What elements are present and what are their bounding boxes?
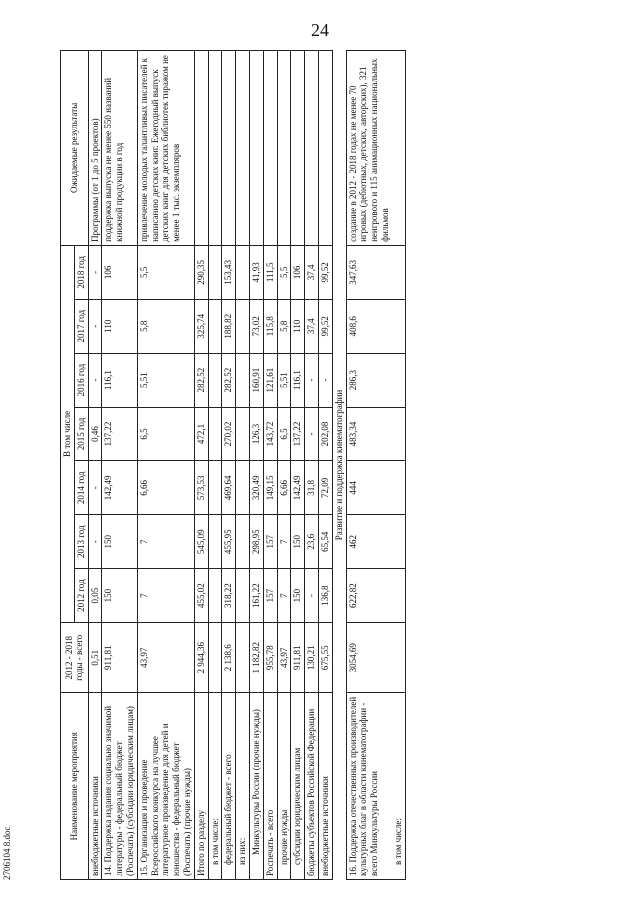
row-value: 157 [263, 515, 277, 569]
table-body [88, 51, 405, 880]
row-value: 5,5 [277, 245, 291, 299]
row-value [236, 461, 250, 515]
row-value: 142,49 [102, 461, 137, 515]
table-row [346, 51, 392, 880]
row-result [236, 51, 250, 246]
row-value: - [305, 569, 319, 623]
row-name: внебюджетные источники [88, 693, 102, 880]
row-value: - [88, 515, 102, 569]
row-value: 347,63 [346, 245, 392, 299]
row-value: 408,6 [346, 299, 392, 353]
header-in-total: В том числе [61, 245, 75, 622]
row-value: 6,66 [277, 461, 291, 515]
table-row [102, 51, 137, 880]
row-value: 6,5 [137, 407, 194, 461]
row-value: 318,22 [222, 569, 236, 623]
table-row [137, 51, 194, 880]
row-value: - [88, 245, 102, 299]
row-total [208, 623, 222, 693]
row-value [236, 353, 250, 407]
row-value: 5,8 [137, 299, 194, 353]
row-value: 545,09 [194, 515, 208, 569]
row-value: - [305, 407, 319, 461]
table-row [318, 51, 332, 880]
row-result [249, 51, 263, 246]
row-value [208, 353, 222, 407]
row-total: 911,81 [102, 623, 137, 693]
table-row [88, 51, 102, 880]
row-value [208, 407, 222, 461]
row-result: Программы (от 1 до 5 проектов) [88, 51, 102, 246]
row-value: 483,34 [346, 407, 392, 461]
row-value [236, 515, 250, 569]
row-value: 290,35 [194, 245, 208, 299]
row-value: 116,1 [291, 353, 305, 407]
row-value: 5,51 [137, 353, 194, 407]
row-value: 150 [102, 569, 137, 623]
row-value: 137,22 [291, 407, 305, 461]
row-value: 110 [291, 299, 305, 353]
row-value: 270,02 [222, 407, 236, 461]
header-name: Наименование мероприятия [61, 693, 89, 880]
row-value: 110 [102, 299, 137, 353]
row-value: 157 [263, 569, 277, 623]
row-value: 160,91 [249, 353, 263, 407]
footer-filename: 2706104 8.doc [2, 826, 12, 880]
table-row [222, 51, 236, 880]
row-value: 282,52 [222, 353, 236, 407]
row-value [208, 515, 222, 569]
row-name: субсидии юридическим лицам [291, 693, 305, 880]
row-value [208, 245, 222, 299]
rotated-table-container [60, 50, 600, 880]
row-value: 0,46 [88, 407, 102, 461]
row-result: создание в 2012 - 2018 годах не менее 70 игровых (дебютных, детских, авторских), 321 неигрового и 115 анимационных национальных фильмов [346, 51, 392, 246]
row-value: 121,61 [263, 353, 277, 407]
row-total: 911,81 [291, 623, 305, 693]
header-2013: 2013 год [74, 515, 88, 569]
row-value: 0,05 [88, 569, 102, 623]
header-2015: 2015 год [74, 407, 88, 461]
row-value: 143,72 [263, 407, 277, 461]
row-name: Минкультуры России (прочие нужды) [249, 693, 263, 880]
row-value: 455,95 [222, 515, 236, 569]
row-value: 116,1 [102, 353, 137, 407]
row-result [291, 51, 305, 246]
row-result [277, 51, 291, 246]
header-total: 2012 - 2018 годы - всего [61, 623, 89, 693]
row-value: 31,8 [305, 461, 319, 515]
table-row [277, 51, 291, 880]
row-value: 150 [102, 515, 137, 569]
section-title: Развитие и поддержка кинематографии [332, 51, 346, 880]
row-value: 73,02 [249, 299, 263, 353]
row-value [236, 245, 250, 299]
row-value: - [318, 353, 332, 407]
row-result [263, 51, 277, 246]
table-row [392, 51, 405, 880]
row-result [318, 51, 332, 246]
row-value: 150 [291, 515, 305, 569]
row-value: 7 [137, 569, 194, 623]
row-value: 106 [102, 245, 137, 299]
row-value: 6,5 [277, 407, 291, 461]
row-value: 37,4 [305, 299, 319, 353]
row-total: 0,51 [88, 623, 102, 693]
row-value: 115,8 [263, 299, 277, 353]
row-value: - [88, 461, 102, 515]
row-value: 41,93 [249, 245, 263, 299]
row-name: прочие нужды [277, 693, 291, 880]
row-total [236, 623, 250, 693]
row-value: 188,82 [222, 299, 236, 353]
row-value: 455,02 [194, 569, 208, 623]
row-value [208, 569, 222, 623]
table-row [249, 51, 263, 880]
table-row [263, 51, 277, 880]
row-value: - [88, 353, 102, 407]
row-result: привлечение молодых талантливых писателей к написанию детских книг. Ежегодный выпуск детских книг для детских библиотек тиражом не менее 1 тыс. экземпляров [137, 51, 194, 246]
row-value: 153,43 [222, 245, 236, 299]
row-value: 7 [277, 515, 291, 569]
row-total: 3054,69 [346, 623, 392, 693]
row-value: 149,15 [263, 461, 277, 515]
row-result [222, 51, 236, 246]
row-name: 16. Поддержка отечественных производителей культурных благ в области кинематографии - всего Минкультуры России [346, 693, 392, 880]
row-name: Итого по разделу [194, 693, 208, 880]
row-value: 573,53 [194, 461, 208, 515]
row-result: поддержка выпуска не менее 550 названий книжной продукции в год [102, 51, 137, 246]
row-name: 15. Организация и проведение Всероссийского конкурса на лучшее литературное произведение для детей и юношества - федеральный бюджет (Роспечать) (прочие нужды) [137, 693, 194, 880]
header-2014: 2014 год [74, 461, 88, 515]
row-value: 150 [291, 569, 305, 623]
row-result [194, 51, 208, 246]
row-value: 444 [346, 461, 392, 515]
row-value: 99,52 [318, 245, 332, 299]
row-value: 5,51 [277, 353, 291, 407]
header-2016: 2016 год [74, 353, 88, 407]
row-value: - [305, 353, 319, 407]
row-value: 462 [346, 515, 392, 569]
row-value: 325,74 [194, 299, 208, 353]
row-total: 675,55 [318, 623, 332, 693]
row-name: 14. Поддержка издания социально значимой литературы - федеральный бюджет (Роспечать) (субсидии юридическим лицам) [102, 693, 137, 880]
row-value: 7 [277, 569, 291, 623]
table-row [236, 51, 250, 880]
row-value: 72,09 [318, 461, 332, 515]
row-value [208, 461, 222, 515]
row-value: 161,22 [249, 569, 263, 623]
row-value: 23,6 [305, 515, 319, 569]
row-total: 43,97 [277, 623, 291, 693]
row-name: Роспечать - всего [263, 693, 277, 880]
row-value: 37,4 [305, 245, 319, 299]
table-row [305, 51, 319, 880]
table-row [194, 51, 208, 880]
row-value: 126,3 [249, 407, 263, 461]
row-value: 111,5 [263, 245, 277, 299]
row-total: 955,78 [263, 623, 277, 693]
header-2018: 2018 год [74, 245, 88, 299]
row-result [208, 51, 222, 246]
row-name: внебюджетные источники [318, 693, 332, 880]
row-value: 5,5 [137, 245, 194, 299]
row-value: 320,49 [249, 461, 263, 515]
header-2017: 2017 год [74, 299, 88, 353]
row-total: 2 944,36 [194, 623, 208, 693]
row-name: федеральный бюджет - всего [222, 693, 236, 880]
row-value [208, 299, 222, 353]
row-value: 469,64 [222, 461, 236, 515]
row-value: 137,22 [102, 407, 137, 461]
row-value: 106 [291, 245, 305, 299]
row-total: 2 138,6 [222, 623, 236, 693]
row-value: 99,52 [318, 299, 332, 353]
table-row [208, 51, 222, 880]
page-number: 24 [311, 20, 329, 40]
row-value: 298,95 [249, 515, 263, 569]
row-value [236, 407, 250, 461]
row-value: - [88, 299, 102, 353]
section-row [332, 51, 346, 880]
row-result [305, 51, 319, 246]
row-total: 1 182,82 [249, 623, 263, 693]
row-value: 622,82 [346, 569, 392, 623]
row-value: 286,3 [346, 353, 392, 407]
row-value: 472,1 [194, 407, 208, 461]
row-value: 65,54 [318, 515, 332, 569]
row-total: 43,97 [137, 623, 194, 693]
row-value: 7 [137, 515, 194, 569]
row-value: 5,8 [277, 299, 291, 353]
row-value [236, 569, 250, 623]
row-value [236, 299, 250, 353]
table-row [291, 51, 305, 880]
row-total: 130,21 [305, 623, 319, 693]
row-value: 6,66 [137, 461, 194, 515]
header-2012: 2012 год [74, 569, 88, 623]
row-value: 202,08 [318, 407, 332, 461]
row-name: из них: [236, 693, 250, 880]
row-name: в том числе: [208, 693, 222, 880]
row-value: 282,52 [194, 353, 208, 407]
row-name: в том числе: [392, 693, 405, 880]
row-value: 136,8 [318, 569, 332, 623]
row-value: 142,49 [291, 461, 305, 515]
row-name: бюджеты субъектов Российской Федерации [305, 693, 319, 880]
header-results: Ожидаемые результаты [61, 51, 89, 246]
budget-table [60, 50, 406, 880]
